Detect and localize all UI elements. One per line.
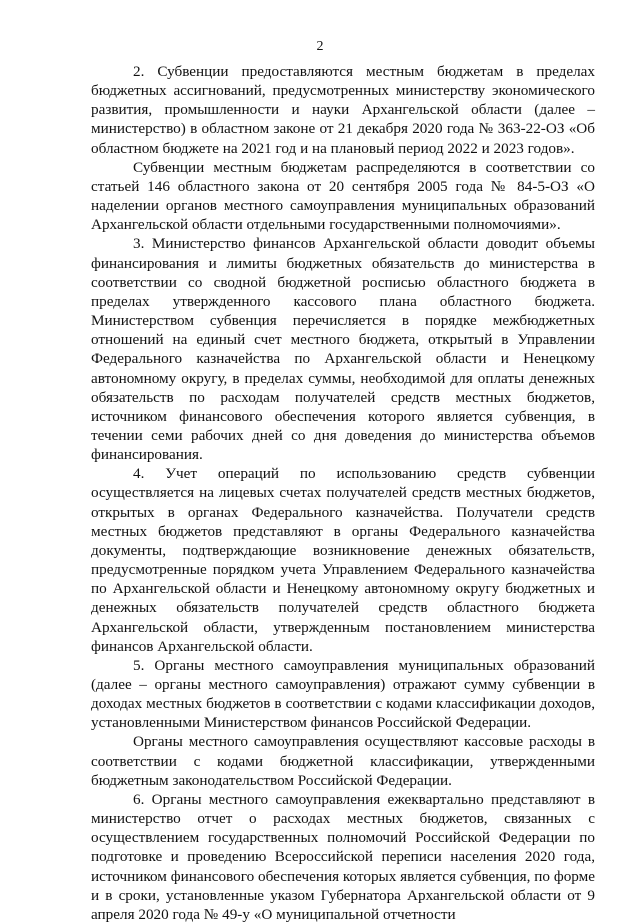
page-number: 2 bbox=[316, 39, 324, 54]
document-body bbox=[91, 62, 595, 924]
paragraph-operations-accounting: 4. Учет операций по использованию средств субвенции осуществляется на лицевых счетах получателей средств местных бюджетов, открытых в органах Федерального казначейства. Получатели средств местных бюджетов представляют в органы Федерального казначейства документы, подтверждающие возникновение денежных обязательств, предусмотренные порядком учета Управлением Федерального казначейства по Архангельской области и Ненецкому автономному округу бюджетных и денежных обязательств получателей средств областного бюджета Архангельской области, утвержденным постановлением министерства финансов Архангельской области. bbox=[91, 465, 595, 655]
paragraph-quarterly-report: 6. Органы местного самоуправления ежеквартально представляют в министерство отчет о расходах местных бюджетов, связанных с осуществлением государственных полномочий Российской Федерации по подготовке и проведению Всероссийской переписи населения 2020 года, источником финансового обеспечения которых является субвенция, по форме и в сроки, установленные указом Губернатора Архангельской области от 9 апреля 2020 года № 49-у «О муниципальной отчетности bbox=[91, 790, 595, 923]
paragraph-cash-expenses: Органы местного самоуправления осуществляют кассовые расходы в соответствии с кодами бюджетной классификации, утвержденными бюджетным законодательством Российской Федерации. bbox=[91, 733, 595, 789]
paragraph-revenue-reflection: 5. Органы местного самоуправления муниципальных образований (далее – органы местного самоуправления) отражают сумму субвенции в доходах местных бюджетов в соответствии с кодами классификации доходов, установленными Министерством финансов Российской Федерации. bbox=[91, 656, 595, 732]
paragraph-subventions-distribution: Субвенции местным бюджетам распределяются в соответствии со статьей 146 областного закона от 20 сентября 2005 года № 84-5-ОЗ «О наделении органов местного самоуправления муниципальных образований Архангельской области отдельными государственными полномочиями». bbox=[91, 158, 595, 234]
paragraph-subventions-provision: 2. Субвенции предоставляются местным бюджетам в пределах бюджетных ассигнований, предусмотренных министерству экономического развития, промышленности и науки Архангельской области (далее – министерство) в областном законе от 21 декабря 2020 года № 363-22-ОЗ «Об областном бюджете на 2021 год и на плановый период 2022 и 2023 годов». bbox=[91, 63, 595, 157]
paragraph-financing-limits: 3. Министерство финансов Архангельской области доводит объемы финансирования и лимиты бюджетных обязательств до министерства в соответствии со сводной бюджетной росписью областного бюджета в пределах утвержденного кассового плана областного бюджета. Министерством субвенция перечисляется в порядке межбюджетных отношений на единый счет местного бюджета, открытый в Управлении Федерального казначейства по Архангельской области и Ненецкому автономному округу, в пределах суммы, необходимой для оплаты денежных обязательств по расходам получателей средств местных бюджетов, источником финансового обеспечения которого является субвенция, в течении семи рабочих дней со дня доведения до министерства объемов финансирования. bbox=[91, 235, 595, 464]
